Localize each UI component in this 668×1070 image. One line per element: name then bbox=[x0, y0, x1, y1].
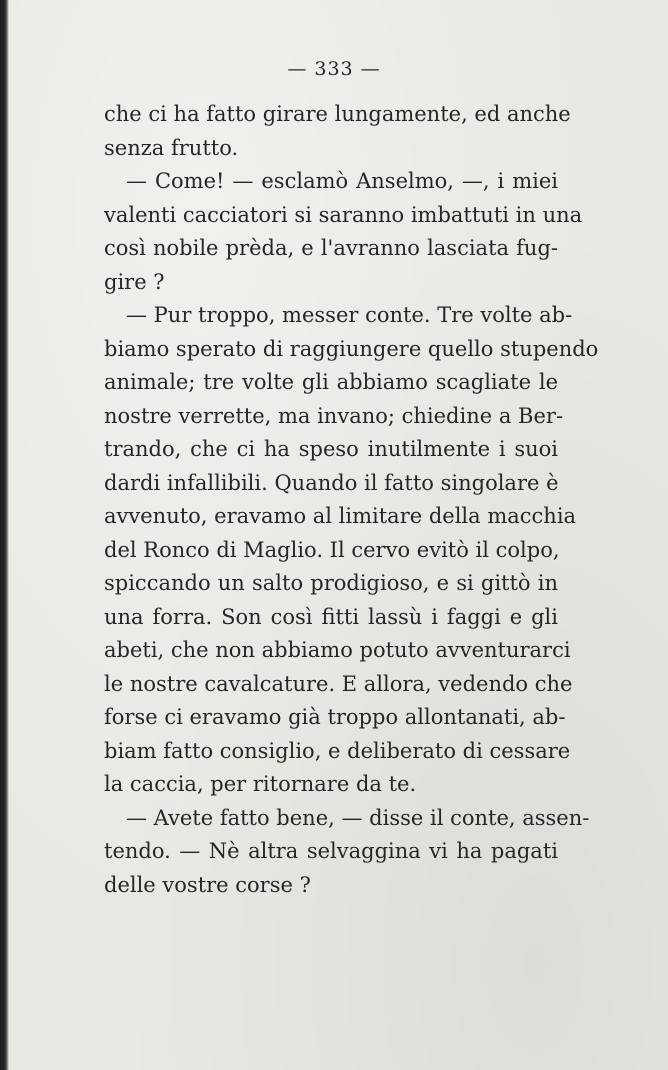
text-line: dardi infallibili. Quando il fatto singolare è bbox=[104, 470, 559, 495]
text-line: gire ? bbox=[104, 269, 165, 294]
text-line: che ci ha fatto girare lungamente, ed anche bbox=[104, 102, 571, 126]
text-line: delle vostre corse ? bbox=[104, 872, 311, 897]
text-line: la caccia, per ritornare da te. bbox=[104, 772, 417, 796]
text-line: spiccando un salto prodigioso, e si gittò in bbox=[104, 571, 558, 595]
text-line: — Pur troppo, messer conte. Tre volte ab- bbox=[126, 303, 573, 327]
text-line: tendo. — Nè altra selvaggina vi ha pagati bbox=[104, 839, 558, 863]
text-line: nostre verrette, ma invano; chiedine a Ber- bbox=[104, 403, 564, 428]
text-line: del Ronco di Maglio. Il cervo evitò il colpo, bbox=[104, 537, 560, 562]
text-line: — Come! — esclamò Anselmo, —, i miei bbox=[126, 169, 558, 193]
body-text bbox=[104, 98, 599, 902]
text-line: così nobile prèda, e l'avranno lasciata fug- bbox=[104, 236, 558, 260]
text-line: biam fatto consiglio, e deliberato di cessare bbox=[104, 738, 571, 763]
book-spine-shadow bbox=[0, 0, 9, 1070]
text-line: valenti cacciatori si saranno imbattuti in una bbox=[104, 202, 583, 227]
text-line: trando, che ci ha speso inutilmente i suoi bbox=[104, 437, 558, 461]
text-line: — Avete fatto bene, — disse il conte, assen- bbox=[126, 805, 590, 830]
text-line: le nostre cavalcature. E allora, vedendo che bbox=[104, 671, 573, 696]
text-line: avvenuto, eravamo al limitare della macchia bbox=[104, 504, 577, 528]
text-line: senza frutto. bbox=[104, 135, 239, 160]
text-line: animale; tre volte gli abbiamo scagliate le bbox=[104, 370, 558, 394]
text-line: una forra. Son così fitti lassù i faggi e gli bbox=[104, 604, 558, 629]
page-number: — 333 — bbox=[287, 58, 381, 80]
text-line: abeti, che non abbiamo potuto avventurarci bbox=[104, 638, 571, 662]
text-line: forse ci eravamo già troppo allontanati, ab- bbox=[104, 705, 566, 729]
text-line: biamo sperato di raggiungere quello stupendo bbox=[104, 336, 599, 361]
